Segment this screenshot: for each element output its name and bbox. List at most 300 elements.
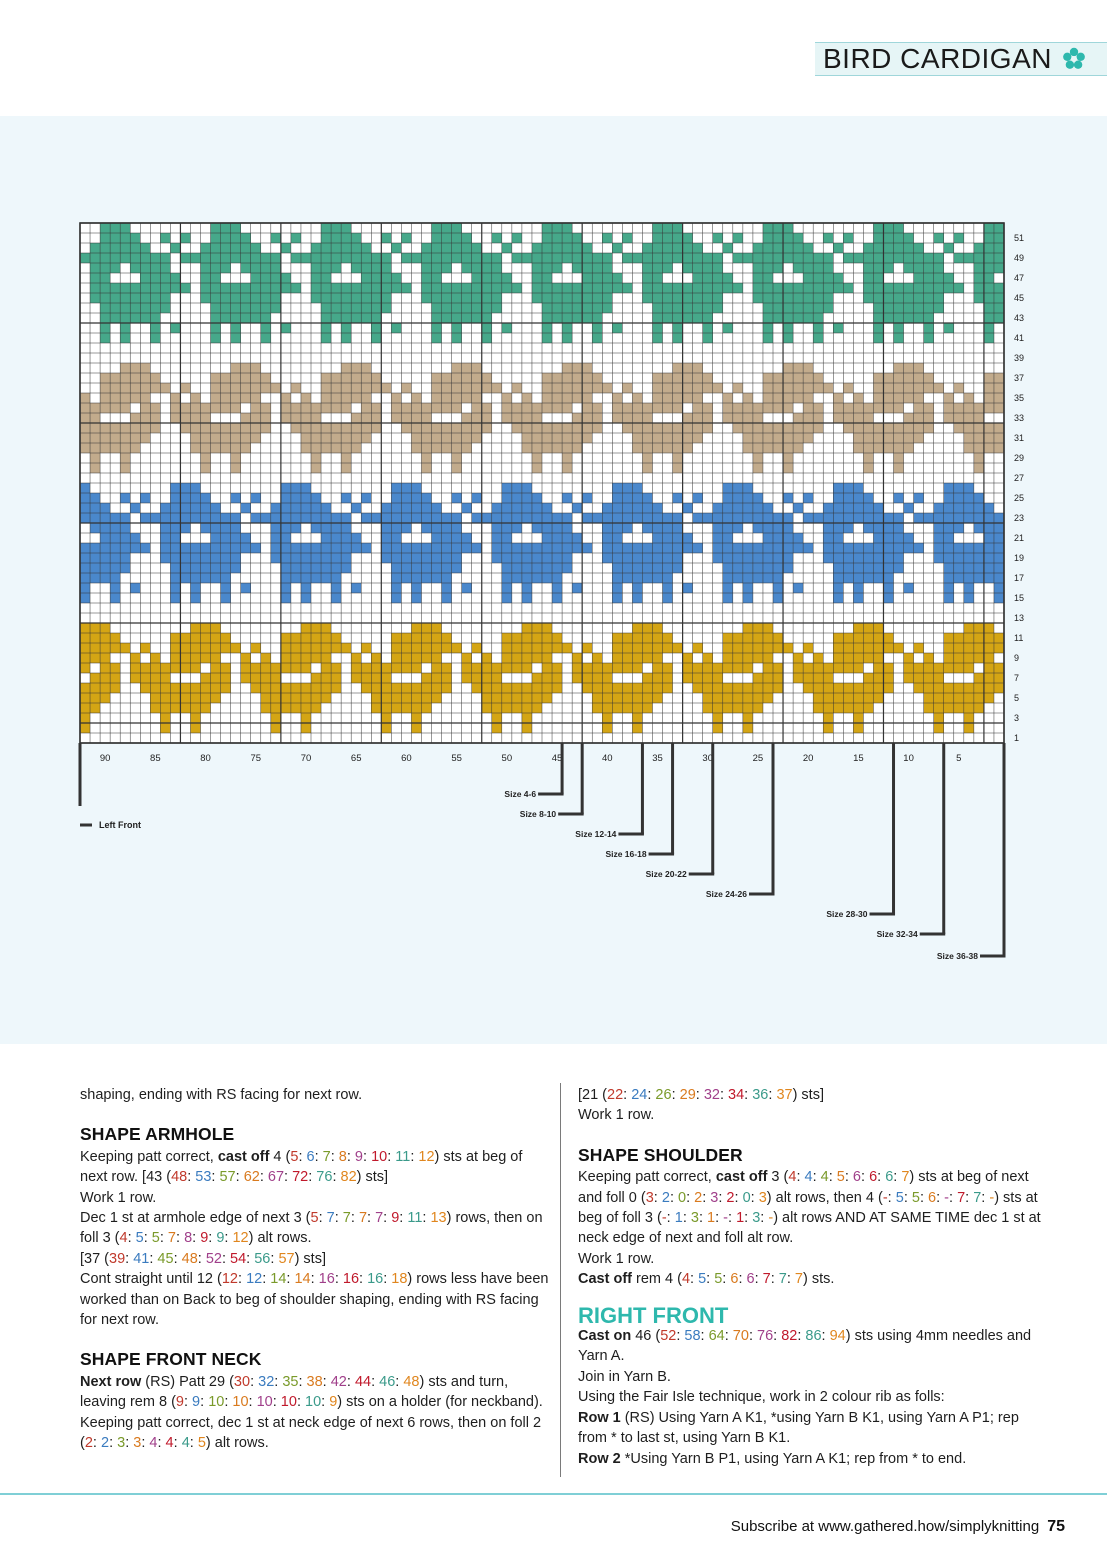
- stitch-cell: [904, 543, 914, 553]
- stitch-cell: [371, 303, 381, 313]
- stitch-cell: [301, 583, 311, 593]
- stitch-cell: [271, 703, 281, 713]
- stitch-cell: [693, 643, 703, 653]
- stitch-cell: [80, 623, 90, 633]
- stitch-cell: [904, 653, 914, 663]
- stitch-cell: [281, 653, 291, 663]
- stitch-cell: [231, 463, 241, 473]
- stitch-cell: [984, 313, 994, 323]
- stitch-cell: [713, 513, 723, 523]
- stitch-cell: [673, 363, 683, 373]
- stitch-cell: [90, 493, 100, 503]
- stitch-cell: [291, 703, 301, 713]
- stitch-cell: [371, 323, 381, 333]
- stitch-cell: [452, 493, 462, 503]
- stitch-cell: [190, 683, 200, 693]
- stitch-cell: [211, 263, 221, 273]
- stitch-cell: [642, 403, 652, 413]
- stitch-cell: [211, 623, 221, 633]
- stitch-cell: [90, 283, 100, 293]
- stitch-cell: [120, 553, 130, 563]
- stitch-cell: [793, 373, 803, 383]
- stitch-cell: [632, 583, 642, 593]
- stitch-cell: [482, 283, 492, 293]
- stitch-cell: [291, 493, 301, 503]
- stitch-cell: [190, 493, 200, 503]
- text-run: :: [159, 1230, 168, 1247]
- stitch-cell: [743, 693, 753, 703]
- stitch-cell: [743, 583, 753, 593]
- stitch-cell: [873, 693, 883, 703]
- stitch-cell: [632, 483, 642, 493]
- stitch-cell: [411, 573, 421, 583]
- stitch-cell: [251, 273, 261, 283]
- text-run: :: [127, 1230, 136, 1247]
- stitch-cell: [221, 403, 231, 413]
- stitch-cell: [231, 493, 241, 503]
- stitch-cell: [863, 513, 873, 523]
- stitch-cell: [984, 673, 994, 683]
- stitch-cell: [823, 683, 833, 693]
- stitch-cell: [512, 543, 522, 553]
- stitch-cell: [140, 243, 150, 253]
- right-front-heading: RIGHT FRONT: [578, 1302, 729, 1328]
- stitch-cell: [733, 703, 743, 713]
- stitch-cell: [542, 643, 552, 653]
- stitch-cell: [733, 513, 743, 523]
- text-run: ) rows less have been worked than on Back to beg of shoulder shaping, ending with RS facing for next row.: [80, 1271, 549, 1329]
- stitch-cell: [100, 683, 110, 693]
- stitch-cell: [793, 253, 803, 263]
- stitch-cell: [452, 533, 462, 543]
- stitch-cell: [863, 703, 873, 713]
- stitch-cell: [713, 553, 723, 563]
- stitch-cell: [160, 543, 170, 553]
- size-figure: 13: [430, 1210, 447, 1227]
- stitch-cell: [160, 513, 170, 523]
- stitch-cell: [331, 223, 341, 233]
- stitch-cell: [592, 293, 602, 303]
- stitch-cell: [833, 323, 843, 333]
- stitch-cell: [341, 253, 351, 263]
- stitch-cell: [652, 433, 662, 443]
- stitch-cell: [110, 423, 120, 433]
- stitch-cell: [904, 373, 914, 383]
- stitch-cell: [904, 433, 914, 443]
- stitch-cell: [271, 263, 281, 273]
- stitch-cell: [914, 423, 924, 433]
- stitch-cell: [381, 293, 391, 303]
- stitch-cell: [301, 643, 311, 653]
- stitch-cell: [201, 513, 211, 523]
- stitch-cell: [512, 633, 522, 643]
- stitch-cell: [100, 323, 110, 333]
- stitch-cell: [321, 373, 331, 383]
- stitch-cell: [853, 433, 863, 443]
- stitch-cell: [873, 273, 883, 283]
- stitch-cell: [793, 583, 803, 593]
- stitch-cell: [442, 393, 452, 403]
- stitch-cell: [532, 693, 542, 703]
- stitch-cell: [642, 693, 652, 703]
- stitch-cell: [341, 363, 351, 373]
- stitch-cell: [733, 663, 743, 673]
- stitch-cell: [833, 703, 843, 713]
- stitch-cell: [693, 313, 703, 323]
- stitch-cell: [612, 553, 622, 563]
- size-figure: 6: [852, 1169, 861, 1186]
- stitch-cell: [833, 583, 843, 593]
- stitch-cell: [622, 633, 632, 643]
- stitch-cell: [190, 623, 200, 633]
- stitch-cell: [321, 243, 331, 253]
- column-number: 45: [551, 753, 563, 764]
- text-run: Keeping patt correct, dec 1 st at neck edge of next 6 rows, then on foll 2 (: [80, 1414, 542, 1452]
- stitch-cell: [281, 393, 291, 403]
- stitch-cell: [211, 683, 221, 693]
- stitch-cell: [201, 563, 211, 573]
- stitch-cell: [341, 403, 351, 413]
- stitch-cell: [673, 493, 683, 503]
- stitch-cell: [261, 253, 271, 263]
- stitch-cell: [954, 633, 964, 643]
- stitch-cell: [994, 663, 1004, 673]
- stitch-cell: [733, 403, 743, 413]
- stitch-cell: [904, 423, 914, 433]
- row-number: 29: [1014, 453, 1025, 463]
- size-figure: 12: [418, 1148, 435, 1165]
- stitch-cell: [883, 523, 893, 533]
- stitch-cell: [80, 433, 90, 443]
- text-run: :: [647, 1087, 656, 1103]
- stitch-cell: [914, 433, 924, 443]
- stitch-cell: [140, 403, 150, 413]
- stitch-cell: [130, 653, 140, 663]
- stitch-cell: [421, 493, 431, 503]
- stitch-cell: [532, 513, 542, 523]
- stitch-cell: [663, 513, 673, 523]
- instruction-paragraph: [80, 1413, 550, 1454]
- stitch-cell: [753, 703, 763, 713]
- stitch-cell: [261, 333, 271, 343]
- stitch-cell: [773, 283, 783, 293]
- stitch-cell: [391, 633, 401, 643]
- stitch-cell: [894, 533, 904, 543]
- size-figure: 4: [119, 1230, 128, 1247]
- stitch-cell: [261, 673, 271, 683]
- stitch-cell: [984, 633, 994, 643]
- stitch-cell: [100, 543, 110, 553]
- stitch-cell: [964, 503, 974, 513]
- stitch-cell: [150, 303, 160, 313]
- stitch-cell: [321, 693, 331, 703]
- stitch-cell: [180, 653, 190, 663]
- stitch-cell: [954, 683, 964, 693]
- stitch-cell: [944, 243, 954, 253]
- stitch-cell: [120, 323, 130, 333]
- instruction-paragraph: [80, 1372, 550, 1413]
- stitch-cell: [843, 423, 853, 433]
- stitch-cell: [753, 463, 763, 473]
- stitch-cell: [371, 263, 381, 273]
- stitch-cell: [462, 253, 472, 263]
- column-number: 80: [200, 753, 211, 764]
- stitch-cell: [221, 443, 231, 453]
- stitch-cell: [150, 513, 160, 523]
- stitch-cell: [381, 533, 391, 543]
- stitch-cell: [120, 513, 130, 523]
- stitch-cell: [582, 273, 592, 283]
- stitch-cell: [100, 263, 110, 273]
- stitch-cell: [170, 563, 180, 573]
- stitch-cell: [411, 653, 421, 663]
- stitch-cell: [883, 683, 893, 693]
- stitch-cell: [753, 523, 763, 533]
- stitch-cell: [401, 253, 411, 263]
- stitch-cell: [401, 703, 411, 713]
- stitch-cell: [562, 253, 572, 263]
- stitch-cell: [612, 243, 622, 253]
- size-figure: 29: [679, 1087, 696, 1103]
- stitch-cell: [190, 593, 200, 603]
- stitch-cell: [773, 553, 783, 563]
- text-run: :: [797, 1328, 806, 1345]
- stitch-cell: [743, 503, 753, 513]
- stitch-cell: [954, 503, 964, 513]
- stitch-cell: [110, 233, 120, 243]
- size-figure: 41: [133, 1250, 150, 1267]
- stitch-cell: [251, 543, 261, 553]
- size-figure: 1: [674, 1210, 683, 1227]
- stitch-cell: [773, 423, 783, 433]
- text-run: :: [189, 1435, 198, 1452]
- stitch-cell: [120, 243, 130, 253]
- stitch-cell: [110, 643, 120, 653]
- size-figure: 76: [757, 1328, 774, 1345]
- text-run: :: [903, 1189, 912, 1206]
- stitch-cell: [130, 583, 140, 593]
- text-run: :: [272, 1394, 281, 1411]
- stitch-cell: [502, 393, 512, 403]
- stitch-cell: [361, 673, 371, 683]
- stitch-cell: [361, 283, 371, 293]
- stitch-cell: [381, 303, 391, 313]
- size-figure: 30: [233, 1373, 251, 1390]
- stitch-cell: [783, 493, 793, 503]
- stitch-cell: [251, 243, 261, 253]
- stitch-cell: [793, 423, 803, 433]
- stitch-cell: [683, 233, 693, 243]
- stitch-cell: [190, 573, 200, 583]
- stitch-cell: [582, 363, 592, 373]
- stitch-cell: [321, 223, 331, 233]
- stitch-cell: [743, 393, 753, 403]
- stitch-cell: [170, 273, 180, 283]
- stitch-cell: [843, 413, 853, 423]
- stitch-cell: [833, 593, 843, 603]
- stitch-cell: [432, 233, 442, 243]
- stitch-cell: [552, 523, 562, 533]
- size-figure: 6: [885, 1169, 894, 1186]
- knitting-chart-panel: [0, 116, 1107, 1044]
- stitch-cell: [723, 593, 733, 603]
- stitch-cell: [542, 513, 552, 523]
- stitch-cell: [371, 253, 381, 263]
- stitch-cell: [190, 693, 200, 703]
- stitch-cell: [994, 403, 1004, 413]
- stitch-cell: [281, 563, 291, 573]
- size-figure: 7: [375, 1210, 384, 1227]
- stitch-cell: [984, 623, 994, 633]
- stitch-cell: [783, 303, 793, 313]
- subscribe-link[interactable]: Subscribe at www.gathered.how/simplyknitting: [730, 1518, 1040, 1535]
- size-figure: 7: [901, 1169, 910, 1186]
- stitch-cell: [492, 703, 502, 713]
- stitch-cell: [703, 413, 713, 423]
- stitch-cell: [421, 243, 431, 253]
- stitch-cell: [552, 303, 562, 313]
- text-run: :: [936, 1189, 945, 1206]
- stitch-cell: [452, 423, 462, 433]
- stitch-cell: [512, 693, 522, 703]
- stitch-cell: [522, 653, 532, 663]
- stitch-cell: [90, 673, 100, 683]
- stitch-cell: [793, 233, 803, 243]
- text-run: ) alt rows AND AT SAME TIME dec 1 st at neck edge of next and foll alt row.: [578, 1210, 1041, 1247]
- stitch-cell: [954, 693, 964, 703]
- text-run: Keeping patt correct,: [80, 1148, 218, 1165]
- stitch-cell: [100, 293, 110, 303]
- stitch-cell: [894, 393, 904, 403]
- stitch-cell: [723, 493, 733, 503]
- stitch-cell: [652, 503, 662, 513]
- stitch-cell: [843, 513, 853, 523]
- stitch-cell: [602, 293, 612, 303]
- stitch-cell: [271, 683, 281, 693]
- size-figure: 4: [788, 1169, 797, 1186]
- stitch-cell: [201, 423, 211, 433]
- stitch-cell: [80, 503, 90, 513]
- stitch-cell: [311, 283, 321, 293]
- stitch-cell: [120, 543, 130, 553]
- text-run: :: [399, 1210, 408, 1227]
- stitch-cell: [221, 303, 231, 313]
- stitch-cell: [663, 553, 673, 563]
- stitch-cell: [211, 663, 221, 673]
- stitch-cell: [512, 643, 522, 653]
- stitch-cell: [693, 513, 703, 523]
- stitch-cell: [351, 303, 361, 313]
- stitch-cell: [140, 303, 150, 313]
- stitch-cell: [361, 373, 371, 383]
- stitch-cell: [843, 253, 853, 263]
- stitch-cell: [452, 243, 462, 253]
- stitch-cell: [783, 393, 793, 403]
- stitch-cell: [703, 693, 713, 703]
- stitch-cell: [120, 523, 130, 533]
- stitch-cell: [853, 583, 863, 593]
- stitch-cell: [361, 683, 371, 693]
- stitch-cell: [984, 433, 994, 443]
- stitch-cell: [863, 443, 873, 453]
- stitch-cell: [251, 513, 261, 523]
- stitch-cell: [401, 483, 411, 493]
- footer-rule: [0, 1493, 1107, 1495]
- stitch-cell: [512, 423, 522, 433]
- stitch-cell: [190, 663, 200, 673]
- stitch-cell: [753, 443, 763, 453]
- stitch-cell: [391, 523, 401, 533]
- size-figure: -: [661, 1210, 667, 1227]
- stitch-cell: [120, 373, 130, 383]
- stitch-cell: [201, 693, 211, 703]
- stitch-cell: [211, 333, 221, 343]
- stitch-cell: [442, 403, 452, 413]
- text-run: :: [686, 1189, 695, 1206]
- stitch-cell: [150, 703, 160, 713]
- stitch-cell: [90, 563, 100, 573]
- text-run: :: [623, 1087, 632, 1103]
- stitch-cell: [241, 253, 251, 263]
- stitch-cell: [482, 513, 492, 523]
- stitch-cell: [251, 643, 261, 653]
- stitch-cell: [612, 403, 622, 413]
- stitch-cell: [994, 523, 1004, 533]
- stitch-cell: [512, 403, 522, 413]
- stitch-cell: [964, 573, 974, 583]
- stitch-cell: [231, 443, 241, 453]
- stitch-cell: [522, 493, 532, 503]
- stitch-cell: [381, 723, 391, 733]
- stitch-cell: [532, 413, 542, 423]
- stitch-cell: [693, 673, 703, 683]
- stitch-cell: [492, 683, 502, 693]
- stitch-cell: [763, 513, 773, 523]
- stitch-cell: [894, 513, 904, 523]
- stitch-cell: [863, 543, 873, 553]
- stitch-cell: [683, 503, 693, 513]
- stitch-cell: [863, 273, 873, 283]
- stitch-cell: [331, 663, 341, 673]
- stitch-cell: [331, 403, 341, 413]
- stitch-cell: [391, 663, 401, 673]
- stitch-cell: [391, 403, 401, 413]
- stitch-cell: [853, 553, 863, 563]
- stitch-cell: [150, 413, 160, 423]
- stitch-cell: [853, 483, 863, 493]
- stitch-cell: [713, 383, 723, 393]
- stitch-cell: [652, 293, 662, 303]
- stitch-cell: [773, 443, 783, 453]
- size-figure: 38: [306, 1373, 323, 1390]
- stitch-cell: [522, 543, 532, 553]
- stitch-cell: [482, 693, 492, 703]
- stitch-cell: [361, 363, 371, 373]
- stitch-cell: [311, 263, 321, 273]
- stitch-cell: [994, 303, 1004, 313]
- stitch-cell: [622, 553, 632, 563]
- stitch-cell: [683, 243, 693, 253]
- stitch-cell: [462, 313, 472, 323]
- text-run: :: [274, 1373, 283, 1390]
- stitch-cell: [622, 543, 632, 553]
- stitch-cell: [552, 513, 562, 523]
- stitch-cell: [652, 533, 662, 543]
- stitch-cell: [291, 233, 301, 243]
- stitch-cell: [954, 483, 964, 493]
- stitch-cell: [261, 293, 271, 303]
- stitch-cell: [542, 433, 552, 443]
